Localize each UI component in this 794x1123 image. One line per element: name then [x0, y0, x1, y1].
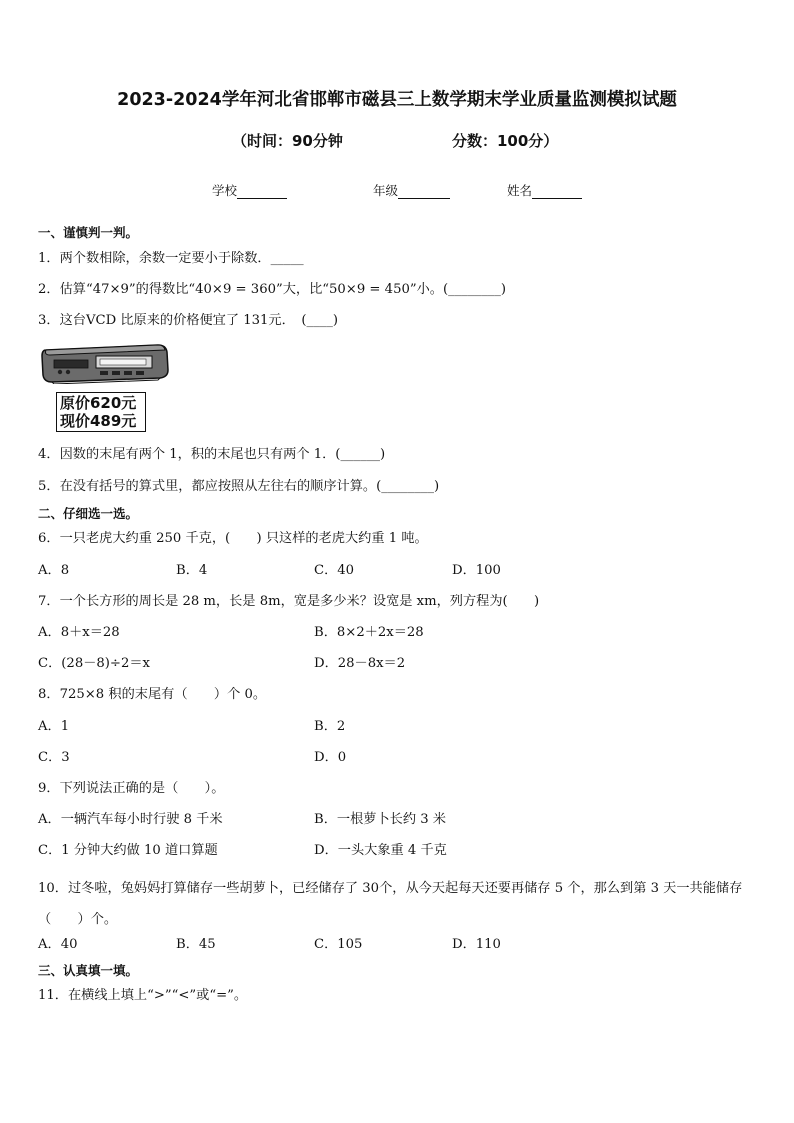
section-3-heading: 三、认真填一填。 — [38, 963, 139, 978]
q6-option-c[interactable]: C．40 — [314, 563, 355, 578]
question-1: 1．两个数相除，余数一定要小于除数．_____ — [38, 251, 304, 266]
grade-label: 年级 — [373, 183, 399, 198]
q10-option-b[interactable]: B．45 — [176, 937, 216, 952]
question-9: 9．下列说法正确的是（ ）。 — [38, 781, 225, 796]
exam-time: （时间：90分钟 — [232, 132, 343, 150]
q7-option-d[interactable]: D．28－8x＝2 — [314, 656, 406, 671]
question-6: 6．一只老虎大约重 250 千克，( ) 只这样的老虎大约重 1 吨。 — [38, 531, 428, 546]
q6-option-b[interactable]: B．4 — [176, 563, 208, 578]
question-7: 7．一个长方形的周长是 28 m，长是 8m，宽是多少米？设宽是 xm，列方程为( ) — [38, 594, 540, 609]
student-info — [0, 181, 794, 199]
q8-option-a[interactable]: A．1 — [38, 719, 70, 734]
exam-subtitle — [0, 130, 794, 150]
q7-option-a[interactable]: A．8＋x＝28 — [38, 625, 120, 640]
question-10: 10．过冬啦，兔妈妈打算储存一些胡萝卜，已经储存了 30个，从今天起每天还要再储存 5 个，那么到第 3 天一共能储存（ ）个。 — [38, 881, 743, 927]
school-label: 学校 — [212, 183, 238, 198]
grade-blank[interactable] — [398, 184, 450, 199]
question-8: 8．725×8 积的末尾有（ ）个 0。 — [38, 687, 267, 702]
q8-option-c[interactable]: C．3 — [38, 750, 70, 765]
q7-option-b[interactable]: B．8×2＋2x＝28 — [314, 625, 424, 640]
school-blank[interactable] — [237, 184, 287, 199]
q7-option-c[interactable]: C．(28－8)÷2＝x — [38, 656, 150, 671]
q10-option-d[interactable]: D．110 — [452, 937, 501, 952]
q8-option-b[interactable]: B．2 — [314, 719, 346, 734]
question-4: 4．因数的末尾有两个 1，积的末尾也只有两个 1．(______) — [38, 447, 386, 462]
exam-score: 分数：100分） — [452, 132, 559, 150]
q6-option-a[interactable]: A．8 — [38, 563, 70, 578]
question-11: 11．在横线上填上“>”“<”或“=”。 — [38, 988, 248, 1003]
exam-title: 2023-2024学年河北省邯郸市磁县三上数学期末学业质量监测模拟试题 — [117, 90, 677, 110]
school-field — [212, 181, 287, 199]
original-price: 原价620元 — [60, 394, 137, 412]
q8-option-d[interactable]: D．0 — [314, 750, 347, 765]
name-label: 姓名 — [507, 183, 533, 198]
q9-option-b[interactable]: B．一根萝卜长约 3 米 — [314, 812, 446, 827]
q10-option-a[interactable]: A．40 — [38, 937, 78, 952]
grade-field — [373, 181, 450, 199]
q9-option-c[interactable]: C．1 分钟大约做 10 道口算题 — [38, 843, 218, 858]
question-2: 2．估算“47×9”的得数比“40×9 = 360”大，比“50×9 = 450”小。(________) — [38, 282, 507, 297]
q9-option-d[interactable]: D．一头大象重 4 千克 — [314, 843, 447, 858]
vcd-player-illustration — [40, 342, 170, 384]
q9-option-a[interactable]: A．一辆汽车每小时行驶 8 千米 — [38, 812, 223, 827]
current-price: 现价489元 — [60, 412, 137, 430]
section-1-heading: 一、谨慎判一判。 — [38, 225, 139, 240]
q10-option-c[interactable]: C．105 — [314, 937, 363, 952]
question-3: 3．这台VCD 比原来的价格便宜了 131元． (____) — [38, 313, 339, 328]
name-field — [507, 181, 582, 199]
price-tag — [56, 392, 146, 432]
section-2-heading: 二、仔细选一选。 — [38, 506, 139, 521]
question-5: 5．在没有括号的算式里，都应按照从左往右的顺序计算。(________) — [38, 479, 440, 494]
name-blank[interactable] — [532, 184, 582, 199]
q6-option-d[interactable]: D．100 — [452, 563, 501, 578]
